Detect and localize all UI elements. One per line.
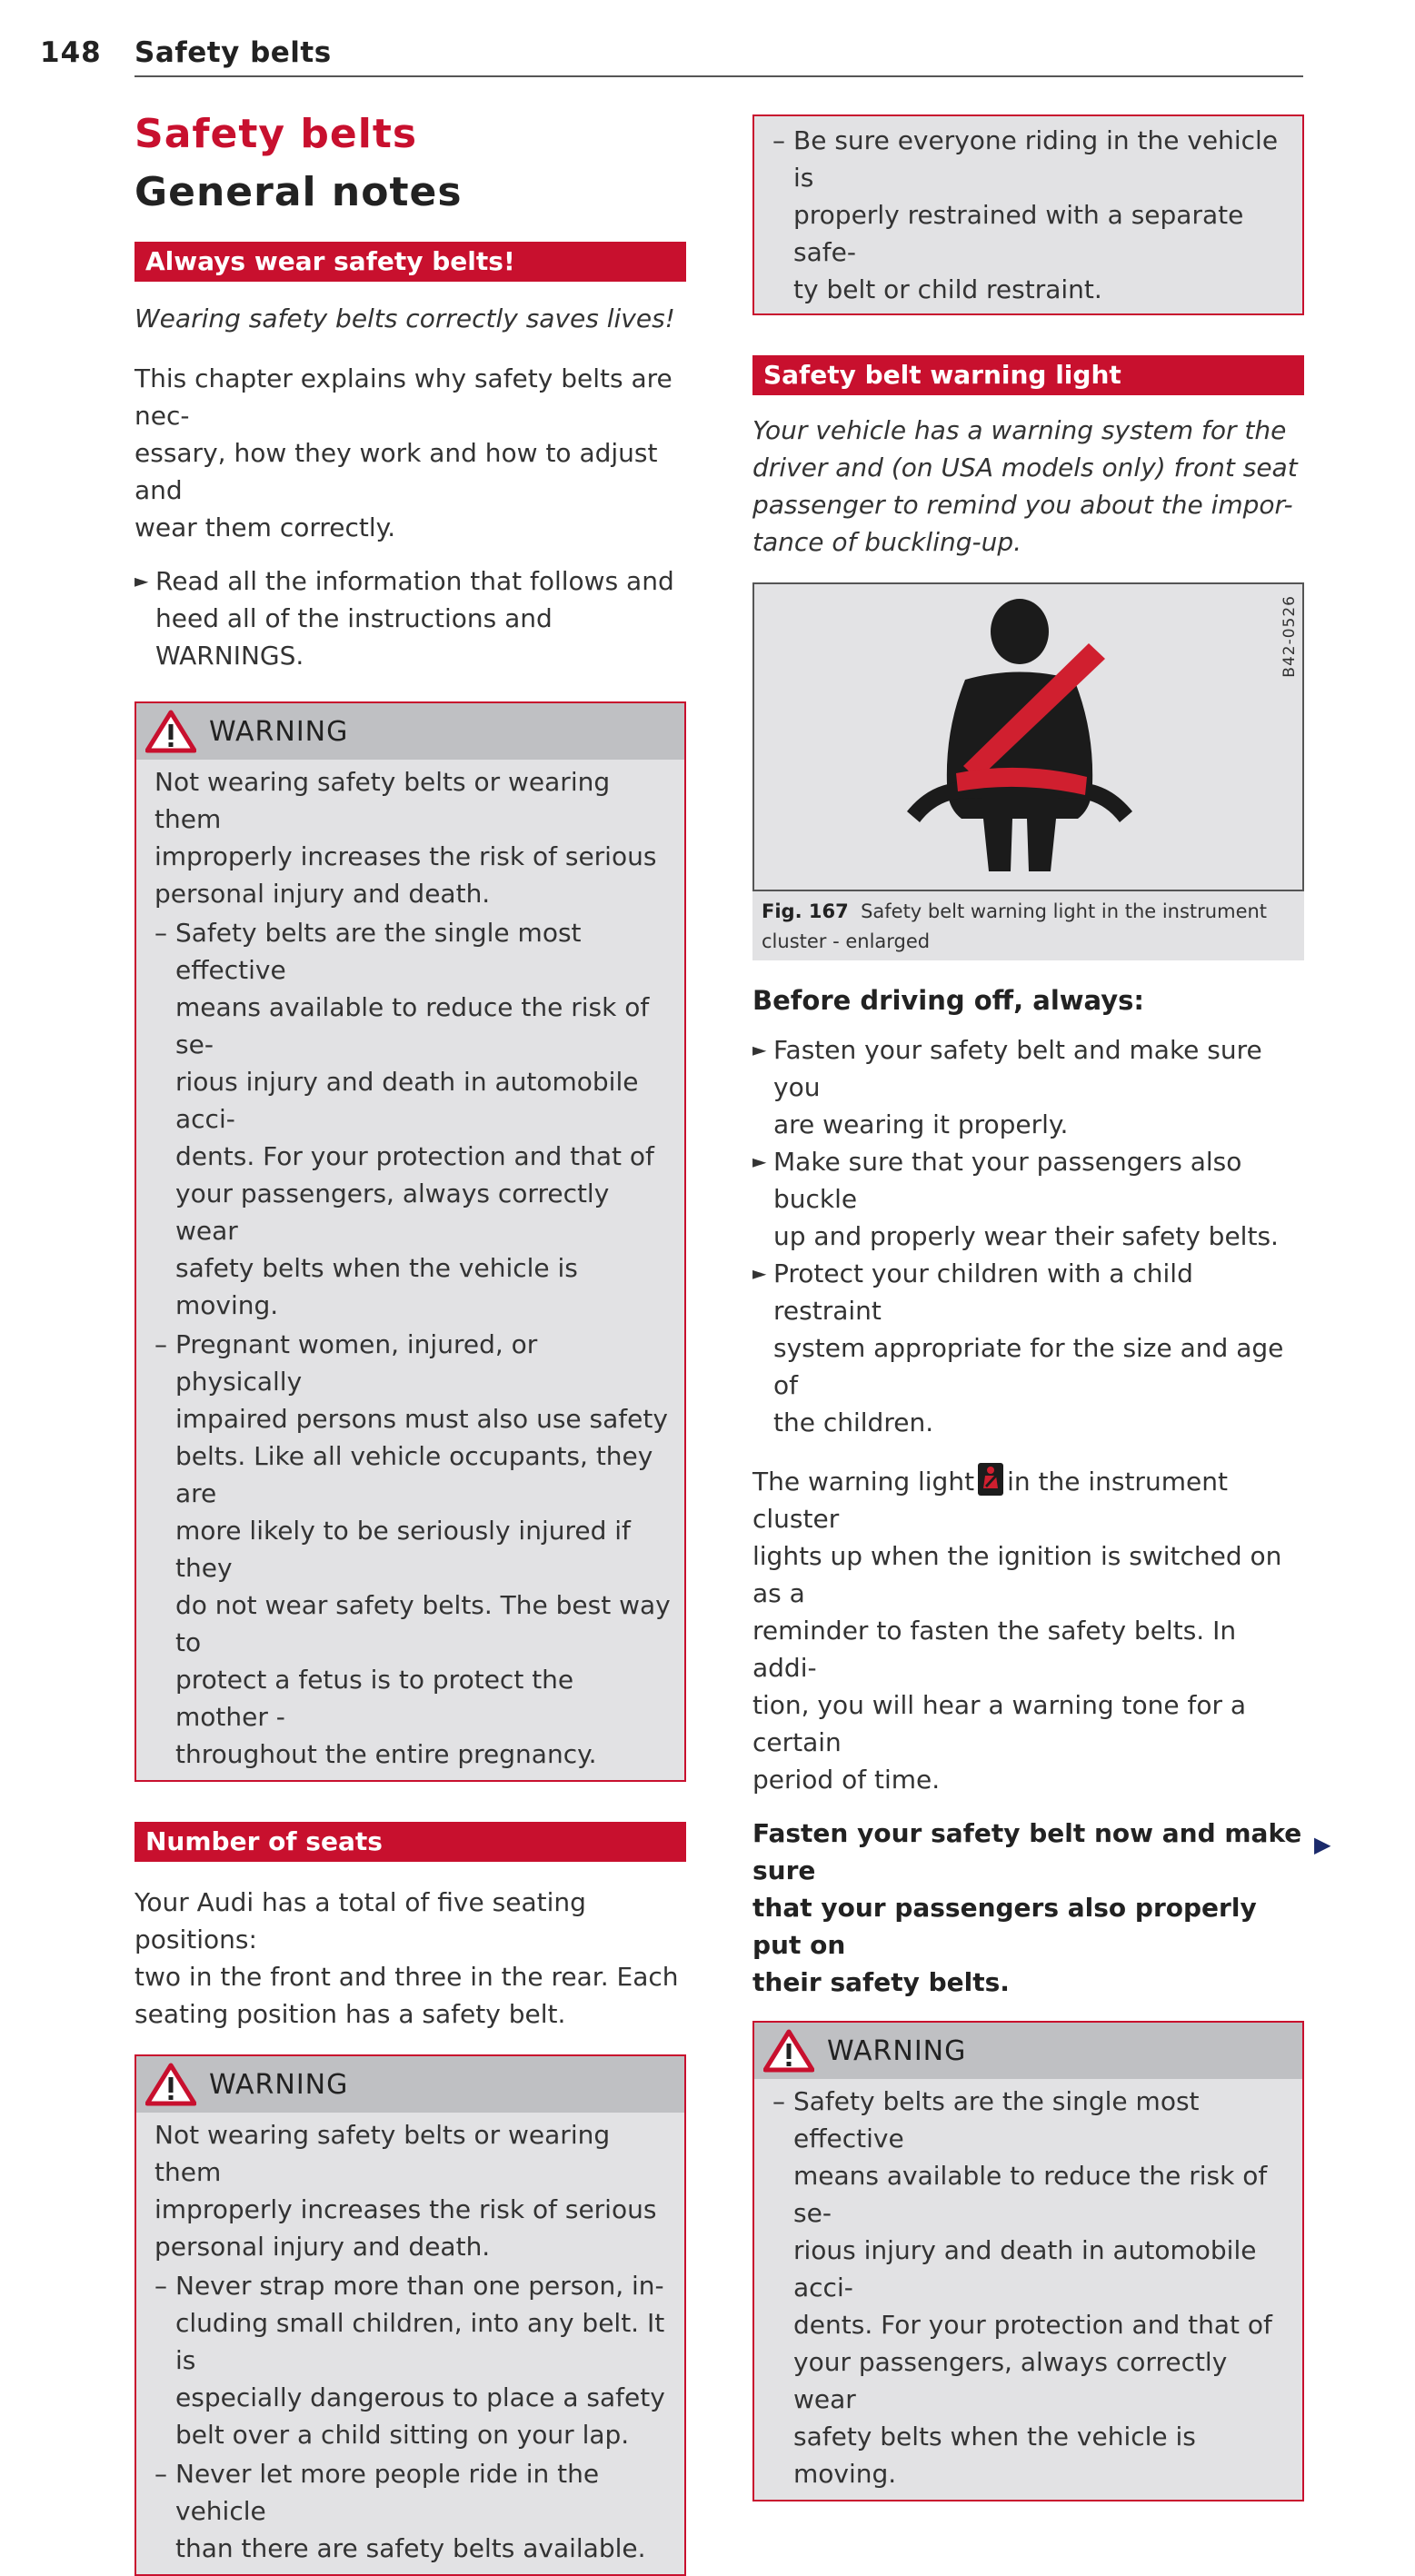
warning-body [754, 2079, 1302, 2500]
text-line: Your vehicle has a warning system for the [752, 415, 1287, 445]
warning-header [136, 2056, 684, 2113]
continue-arrow-icon[interactable]: ▶ [1314, 1832, 1331, 1857]
header-rule [135, 75, 1303, 77]
text-line: system appropriate for the size and age of [773, 1333, 1284, 1400]
text-line: do not wear safety belts. The best way to [175, 1590, 671, 1657]
caption-text: Safety belt warning light in the instrument [861, 900, 1268, 922]
text-line: Pregnant women, injured, or physically [175, 1329, 538, 1397]
figure [752, 582, 1304, 960]
warning-header [136, 703, 684, 760]
text-line: the children. [773, 1407, 934, 1437]
text-line: Safety belts are the single most effective [793, 2086, 1200, 2153]
instruction-bullet [135, 562, 686, 674]
text-line: especially dangerous to place a safety [175, 2382, 665, 2412]
figure-caption [752, 891, 1304, 960]
text-line: your passengers, always correctly wear [793, 2347, 1228, 2414]
right-column [752, 114, 1304, 2501]
text-line: Not wearing safety belts or wearing them [154, 2120, 611, 2187]
text-line: Your Audi has a total of five seating positions: [135, 1887, 586, 1954]
warning-header [754, 2023, 1302, 2079]
text-line: properly restrained with a separate safe- [793, 200, 1244, 267]
text-line: lights up when the ignition is switched on as a [752, 1541, 1282, 1608]
text-line: dents. For your protection and that of [175, 1141, 654, 1171]
before-driving-heading: Before driving off, always: [752, 985, 1144, 1016]
text-line: are wearing it properly. [773, 1109, 1069, 1139]
text-line: driver and (on USA models only) front seat [752, 453, 1298, 482]
warning-box [135, 2054, 686, 2576]
triangle-right-icon: ► [752, 1262, 767, 1284]
warning-triangle-icon [145, 710, 196, 753]
fasten-note [752, 1815, 1304, 2001]
text-line: essary, how they work and how to adjust and [135, 438, 658, 505]
page-number: 148 [40, 36, 102, 69]
text-line: than there are safety belts available. [175, 2533, 646, 2563]
warning-item: – Pregnant women, injured, or physically impaired persons must also use safety belts. Like all vehicle occupants, they are more likely to be seriously injured if they do not wear safety belts. The best way to protect a fetus is to protect the mother - throughout the entire pregnancy. [154, 1326, 672, 1773]
text-line: passenger to remind you about the impor- [752, 490, 1293, 520]
left-column [135, 107, 686, 2576]
list-item [752, 1031, 1304, 1143]
warning-item: – Be sure everyone riding in the vehicle is properly restrained with a separate safe- ty belt or child restraint. [772, 122, 1290, 308]
text-line: wear them correctly. [135, 512, 396, 542]
text-line: improperly increases the risk of serious [154, 2194, 657, 2224]
text-line: safety belts when the vehicle is moving. [175, 1253, 578, 1320]
text-line: dents. For your protection and that of [793, 2310, 1272, 2340]
text-line: belts. Like all vehicle occupants, they are [175, 1441, 653, 1508]
text-line: improperly increases the risk of serious [154, 841, 657, 871]
warning-body [136, 760, 684, 1780]
text-line: This chapter explains why safety belts are nec- [135, 363, 673, 431]
text-line: impaired persons must also use safety [175, 1404, 668, 1434]
warning-light-paragraph [752, 1463, 1304, 1798]
warning-item: – Safety belts are the single most effective means available to reduce the risk of se- rious injury and death in automobile acci- dents. For your protection and that of your passengers, always correctly wear safety belts when the vehicle is moving. [772, 2083, 1290, 2492]
always-wear-heading: Always wear safety belts! [135, 242, 686, 282]
warning-triangle-icon [145, 2063, 196, 2106]
text-line: heed all of the instructions and WARNINGS. [155, 603, 553, 671]
warning-label: WARNING [827, 2034, 967, 2067]
warning-triangle-icon [763, 2029, 814, 2073]
warning-body [754, 116, 1302, 313]
text-line: protect a fetus is to protect the mother - [175, 1665, 574, 1732]
warning-label: WARNING [209, 2068, 349, 2101]
text-line: safety belts when the vehicle is moving. [793, 2422, 1196, 2489]
text-line: throughout the entire pregnancy. [175, 1739, 597, 1769]
text-line: rious injury and death in automobile acci- [793, 2235, 1257, 2302]
text-line: Not wearing safety belts or wearing them [154, 767, 611, 834]
text-line: Make sure that your passengers also buckle [773, 1147, 1242, 1214]
chapter-title: Safety belts [135, 111, 418, 157]
text-line: Never let more people ride in the vehicle [175, 2459, 600, 2526]
warning-light-lead [752, 412, 1304, 561]
figure-image [752, 582, 1304, 891]
triangle-right-icon: ► [752, 1039, 767, 1060]
text-line [752, 1463, 1304, 1537]
seats-heading: Number of seats [135, 1822, 686, 1862]
always-wear-paragraph [135, 360, 686, 546]
text-line: means available to reduce the risk of se- [175, 992, 650, 1059]
section-title: General notes [135, 169, 463, 215]
text-line: Safety belts are the single most effective [175, 918, 582, 985]
text-line: personal injury and death. [154, 2232, 491, 2262]
text-line: means available to reduce the risk of se- [793, 2161, 1268, 2228]
caption-text: cluster - enlarged [762, 930, 931, 952]
running-header: Safety belts [135, 36, 332, 69]
text-span: The warning light [752, 1467, 975, 1497]
text-span: in the instrument cluster [752, 1467, 1228, 1534]
text-line: period of time. [752, 1765, 941, 1795]
warning-item: – Safety belts are the single most effective means available to reduce the risk of se- rious injury and death in automobile acci- dents. For your protection and that of your passengers, always correctly wear safety belts when the vehicle is moving. [154, 914, 672, 1324]
warning-light-heading: Safety belt warning light [752, 355, 1304, 395]
figure-code: B42-0526 [1280, 595, 1299, 678]
text-line: cluding small children, into any belt. It is [175, 2308, 665, 2375]
warning-body [136, 2113, 684, 2574]
seatbelt-warning-icon [900, 593, 1154, 884]
warning-box [752, 2021, 1304, 2501]
text-line: tance of buckling-up. [752, 527, 1022, 557]
text-line: personal injury and death. [154, 879, 491, 909]
text-line: Never strap more than one person, in- [175, 2271, 664, 2301]
text-line: up and properly wear their safety belts. [773, 1221, 1279, 1251]
warning-label: WARNING [209, 715, 349, 748]
text-line: tion, you will hear a warning tone for a certain [752, 1690, 1247, 1757]
triangle-right-icon: ► [752, 1150, 767, 1172]
triangle-right-icon: ► [135, 570, 149, 592]
text-line: seating position has a safety belt. [135, 1999, 566, 2029]
warning-item: – Never strap more than one person, in- cluding small children, into any belt. It is especially dangerous to place a safety belt over a child sitting on your lap. [154, 2267, 672, 2453]
warning-box [135, 701, 686, 1782]
seats-paragraph [135, 1884, 686, 2033]
text-line: their safety belts. [752, 1967, 1010, 1997]
warning-item: – Never let more people ride in the vehicle than there are safety belts available. [154, 2455, 672, 2567]
text-line: Protect your children with a child restraint [773, 1258, 1193, 1326]
text-line: your passengers, always correctly wear [175, 1179, 610, 1246]
list-item [752, 1143, 1304, 1255]
figure-number: Fig. 167 [762, 900, 849, 922]
text-line: more likely to be seriously injured if they [175, 1516, 631, 1583]
text-line: that your passengers also properly put on [752, 1893, 1257, 1960]
seatbelt-light-icon [978, 1463, 1003, 1496]
text-line: Fasten your safety belt now and make sure [752, 1818, 1302, 1885]
before-driving-list [752, 1031, 1304, 1441]
always-wear-lead: Wearing safety belts correctly saves lives! [135, 303, 675, 333]
text-line: Be sure everyone riding in the vehicle is [793, 125, 1279, 193]
warning-continuation-box [752, 114, 1304, 315]
text-line: Fasten your safety belt and make sure you [773, 1035, 1262, 1102]
text-line: rious injury and death in automobile acci- [175, 1067, 639, 1134]
text-line: belt over a child sitting on your lap. [175, 2420, 630, 2450]
text-line: two in the front and three in the rear. Each [135, 1962, 679, 1992]
text-line: Read all the information that follows and [155, 566, 674, 596]
list-item [752, 1255, 1304, 1441]
text-line: reminder to fasten the safety belts. In addi- [752, 1616, 1237, 1683]
text-line: ty belt or child restraint. [793, 274, 1102, 304]
